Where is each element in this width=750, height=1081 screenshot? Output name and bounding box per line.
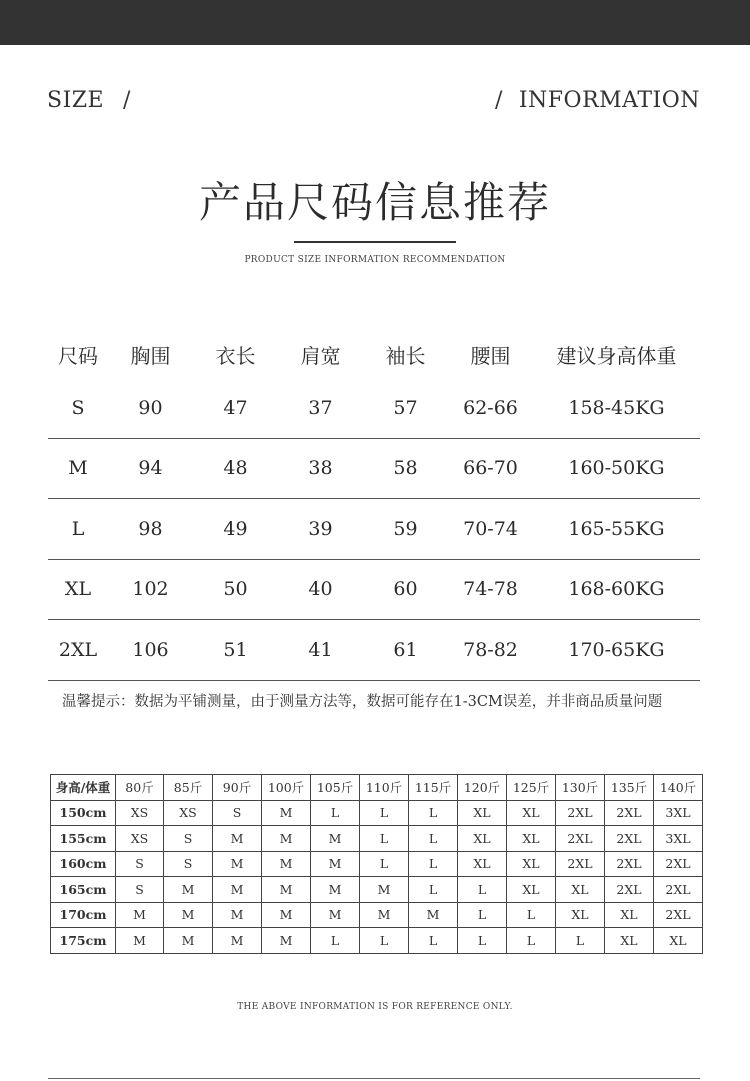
size-table-row (48, 560, 700, 621)
hw-table-row (51, 928, 703, 954)
hw-row-header: 160cm (51, 851, 116, 877)
hw-header-cell: 135斤 (605, 775, 654, 801)
title-divider (294, 241, 456, 243)
hw-table-cell: XL (458, 800, 507, 826)
hw-table-row (51, 826, 703, 852)
bottom-divider (48, 1078, 700, 1079)
hw-table-cell: L (311, 928, 360, 954)
hw-table-cell: XL (556, 902, 605, 928)
measurement-tip: 温馨提示：数据为平铺测量，由于测量方法等，数据可能存在1-3CM误差，并非商品质量问题 (62, 694, 663, 710)
size-table-cell: 74-78 (463, 578, 518, 601)
hw-table-cell: M (164, 877, 213, 903)
size-table-cell: 47 (223, 396, 248, 419)
hw-table-cell: L (360, 826, 409, 852)
hw-header-cell: 130斤 (556, 775, 605, 801)
hw-table-cell: L (556, 928, 605, 954)
size-table-cell: 2XL (58, 638, 98, 661)
size-table-cell: 48 (223, 457, 248, 480)
size-header-cell: 袖长 (385, 343, 426, 368)
hw-table-cell: S (164, 851, 213, 877)
hw-table-cell: S (116, 851, 164, 877)
size-table-cell: L (71, 517, 85, 540)
hw-table-cell: 2XL (605, 826, 654, 852)
size-header-cell: 肩宽 (300, 343, 341, 368)
hw-table-cell: M (409, 902, 458, 928)
hw-header-cell: 90斤 (213, 775, 262, 801)
size-table-cell: 61 (393, 638, 418, 661)
size-header-cell: 尺码 (58, 343, 98, 368)
hw-table-cell: M (262, 851, 311, 877)
hw-table-cell: M (164, 928, 213, 954)
size-table-cell: 170-65KG (568, 638, 665, 661)
hw-table-cell: 2XL (605, 800, 654, 826)
size-table-cell: 50 (223, 578, 248, 601)
hw-table-cell: L (458, 928, 507, 954)
size-table-cell: XL (64, 578, 92, 601)
hw-header-cell: 110斤 (360, 775, 409, 801)
hw-table-cell: L (360, 800, 409, 826)
hw-table-cell: XL (654, 928, 703, 954)
size-table-cell: 37 (308, 396, 333, 419)
size-table-cell: M (68, 457, 88, 480)
hw-header-cell: 115斤 (409, 775, 458, 801)
hw-table-cell: 2XL (556, 826, 605, 852)
hw-table-cell: 2XL (654, 851, 703, 877)
hw-table-cell: XS (116, 800, 164, 826)
size-table-cell: 158-45KG (568, 396, 665, 419)
hw-table-cell: 3XL (654, 800, 703, 826)
hw-table-cell: XL (507, 800, 556, 826)
hw-table-cell: L (458, 902, 507, 928)
size-header-cell: 腰围 (470, 343, 511, 368)
hw-header-cell: 身高/体重 (51, 775, 116, 801)
height-weight-body (51, 775, 703, 954)
hw-table-row (51, 851, 703, 877)
hw-header-cell: 80斤 (116, 775, 164, 801)
size-table-cell: 41 (308, 638, 333, 661)
size-table-header (48, 330, 700, 378)
top-bar (0, 0, 750, 45)
size-table-cell: 59 (393, 517, 418, 540)
header-information: INFORMATION (518, 88, 700, 113)
hw-table-cell: L (507, 902, 556, 928)
hw-row-header: 170cm (51, 902, 116, 928)
hw-table-cell: L (409, 928, 458, 954)
page-title: 产品尺码信息推荐 (198, 178, 551, 227)
size-table-cell: 62-66 (463, 396, 518, 419)
size-table-cell: 90 (138, 396, 163, 419)
hw-table-cell: M (262, 826, 311, 852)
hw-table-cell: M (360, 877, 409, 903)
hw-table-cell: L (409, 800, 458, 826)
size-header-cell: 建议身高体重 (556, 343, 677, 368)
hw-table-cell: M (311, 902, 360, 928)
size-table-cell: 51 (223, 638, 248, 661)
hw-table-cell: XS (116, 826, 164, 852)
size-table-cell: 40 (308, 578, 333, 601)
size-table-cell: 60 (393, 578, 418, 601)
hw-row-header: 150cm (51, 800, 116, 826)
size-table-row (48, 378, 700, 439)
hw-table-cell: L (311, 800, 360, 826)
size-table-cell: 165-55KG (568, 517, 665, 540)
size-table-row (48, 439, 700, 500)
size-table-cell: 57 (393, 396, 418, 419)
hw-header-cell: 100斤 (262, 775, 311, 801)
hw-header-cell: 125斤 (507, 775, 556, 801)
size-table-cell: S (71, 396, 85, 419)
size-table-cell: 49 (223, 517, 248, 540)
hw-table-cell: M (262, 928, 311, 954)
page-subtitle: PRODUCT SIZE INFORMATION RECOMMENDATION (244, 255, 506, 265)
hw-table-cell: S (164, 826, 213, 852)
size-table-cell: 58 (393, 457, 418, 480)
size-table-row (48, 499, 700, 560)
hw-table-row (51, 877, 703, 903)
header-slash-right: / (495, 88, 503, 113)
footer-note: THE ABOVE INFORMATION IS FOR REFERENCE ONLY. (237, 1002, 513, 1012)
hw-table-cell: 2XL (654, 877, 703, 903)
header-size: SIZE (47, 88, 105, 113)
hw-table-cell: XL (507, 826, 556, 852)
hw-header-cell: 85斤 (164, 775, 213, 801)
height-weight-table (50, 774, 703, 954)
hw-table-cell: L (360, 851, 409, 877)
hw-row-header: 155cm (51, 826, 116, 852)
hw-table-cell: M (116, 928, 164, 954)
size-table-cell: 78-82 (463, 638, 518, 661)
hw-table-cell: M (213, 826, 262, 852)
size-table-cell: 94 (138, 457, 163, 480)
hw-table-cell: XL (605, 902, 654, 928)
size-table-cell: 160-50KG (568, 457, 665, 480)
hw-table-cell: XL (458, 851, 507, 877)
size-table-cell: 66-70 (463, 457, 518, 480)
hw-row-header: 175cm (51, 928, 116, 954)
hw-table-cell: XL (507, 851, 556, 877)
hw-table-cell: S (116, 877, 164, 903)
hw-table-cell: M (213, 851, 262, 877)
hw-header-cell: 105斤 (311, 775, 360, 801)
hw-table-cell: M (262, 902, 311, 928)
size-table-cell: 38 (308, 457, 333, 480)
hw-table-cell: M (311, 877, 360, 903)
hw-table-cell: 2XL (556, 800, 605, 826)
hw-table-cell: 2XL (605, 877, 654, 903)
hw-table-cell: M (164, 902, 213, 928)
hw-header-cell: 140斤 (654, 775, 703, 801)
size-table-cell: 39 (308, 517, 333, 540)
hw-table-cell: 2XL (556, 851, 605, 877)
hw-table-cell: M (262, 800, 311, 826)
hw-table-cell: M (311, 826, 360, 852)
hw-table-cell: M (262, 877, 311, 903)
hw-table-cell: 3XL (654, 826, 703, 852)
hw-table-cell: M (360, 902, 409, 928)
hw-table-row (51, 902, 703, 928)
hw-table-cell: S (213, 800, 262, 826)
size-table-cell: 106 (132, 638, 169, 661)
hw-table-cell: M (213, 902, 262, 928)
hw-table-cell: 2XL (654, 902, 703, 928)
hw-table-cell: M (213, 877, 262, 903)
hw-table-cell: L (409, 851, 458, 877)
size-table-cell: 98 (138, 517, 163, 540)
size-table-body (48, 378, 700, 681)
hw-table-cell: XS (164, 800, 213, 826)
size-table-row (48, 620, 700, 681)
hw-table-cell: M (116, 902, 164, 928)
size-table-cell: 70-74 (463, 517, 518, 540)
hw-table-cell: L (458, 877, 507, 903)
hw-table-cell: M (213, 928, 262, 954)
hw-table-cell: XL (605, 928, 654, 954)
hw-table-cell: L (507, 928, 556, 954)
hw-table-cell: M (311, 851, 360, 877)
size-table-cell: 102 (132, 578, 169, 601)
hw-table-cell: XL (507, 877, 556, 903)
hw-table-cell: 2XL (605, 851, 654, 877)
hw-header-row (51, 775, 703, 801)
size-table-cell: 168-60KG (568, 578, 665, 601)
hw-table-cell: XL (556, 877, 605, 903)
hw-table-cell: L (409, 877, 458, 903)
hw-table-cell: L (409, 826, 458, 852)
hw-table-cell: XL (458, 826, 507, 852)
hw-table-row (51, 800, 703, 826)
hw-header-cell: 120斤 (458, 775, 507, 801)
hw-table-cell: L (360, 928, 409, 954)
size-table (48, 330, 700, 681)
size-header-cell: 衣长 (215, 343, 256, 368)
size-header-cell: 胸围 (130, 343, 171, 368)
header-slash-left: / (123, 88, 131, 113)
hw-row-header: 165cm (51, 877, 116, 903)
